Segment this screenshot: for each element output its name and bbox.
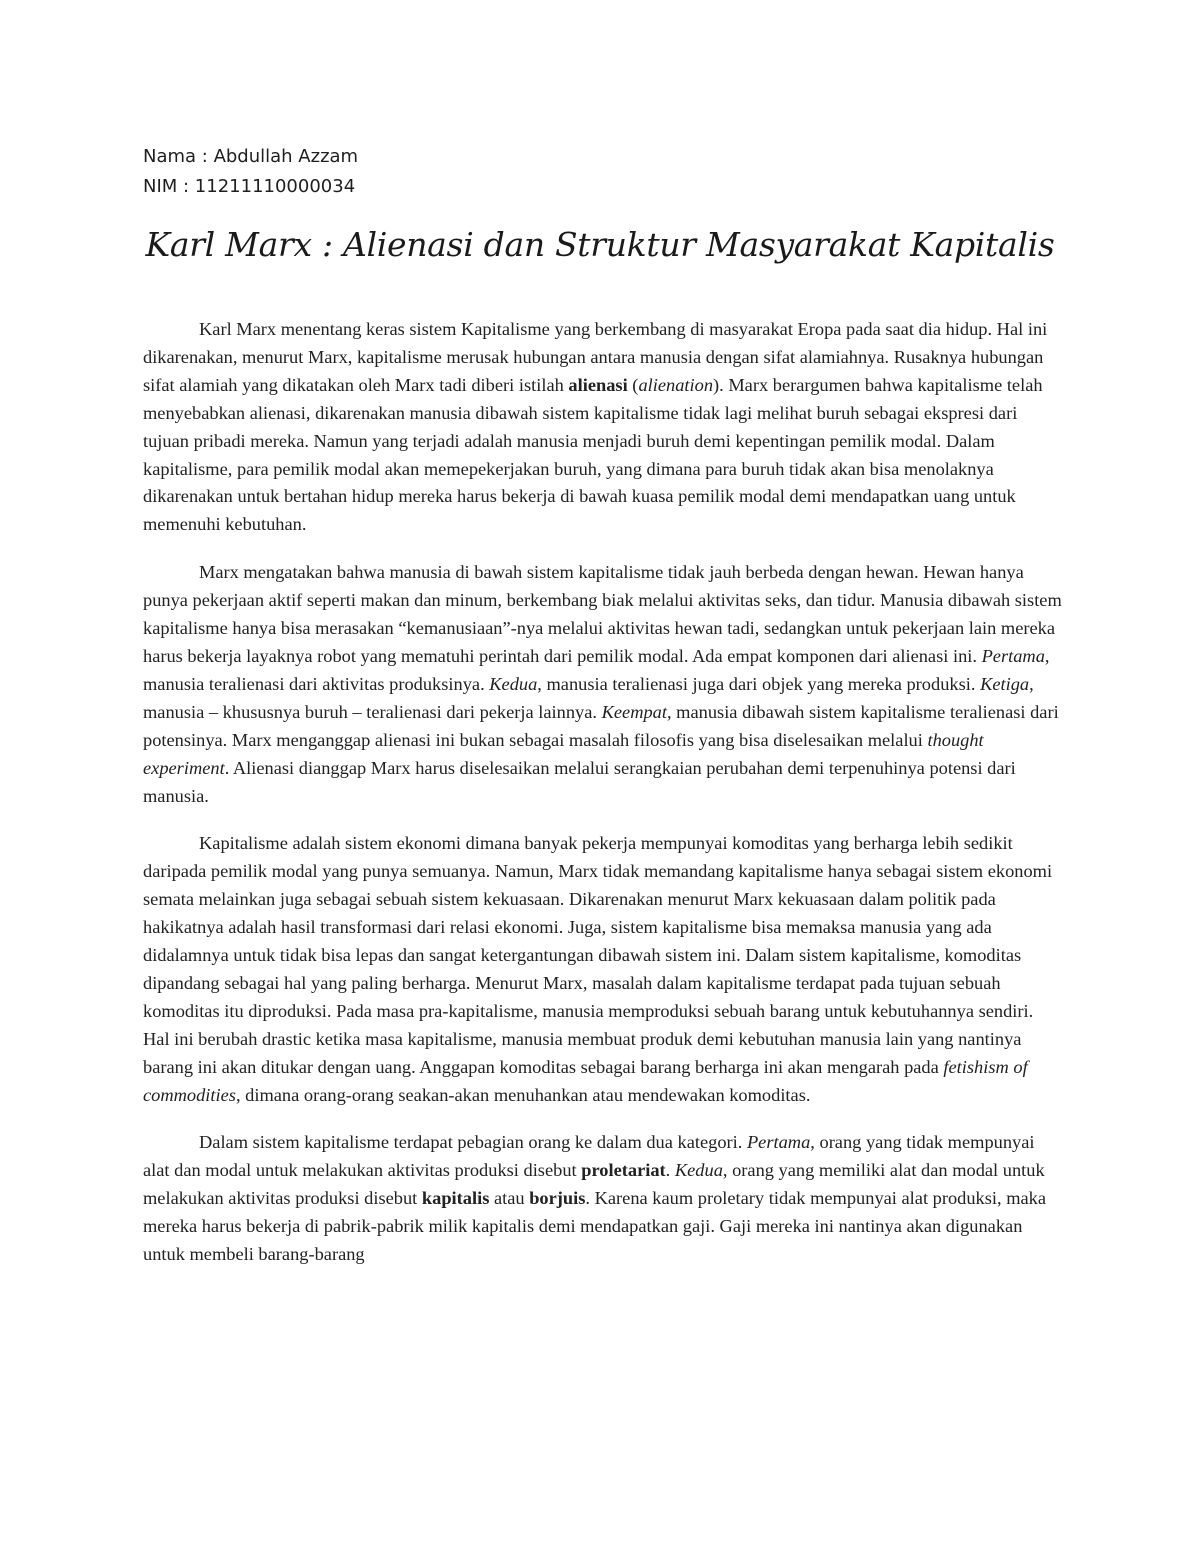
text-run: Marx mengatakan bahwa manusia di bawah sistem kapitalisme tidak jauh berbeda dengan hewan. Hewan hanya punya pekerjaan aktif seperti makan dan minum, berkembang biak melalui aktivitas seks, dan tidur. Manusia dibawah sistem kapitalisme hanya bisa merasakan “kemanusiaan”-nya melalui aktivitas hewan tadi, sedangkan untuk pekerjaan lain mereka harus bekerja layaknya robot yang mematuhi perintah dari pemilik modal. Ada empat komponen dari alienasi ini. xyxy=(143,562,1062,666)
paragraph-3 xyxy=(143,830,1063,1109)
text-run: , manusia teralienasi dari aktivitas produksinya. xyxy=(143,645,1050,694)
text-run: , manusia dibawah sistem kapitalisme teralienasi dari potensinya. Marx menganggap alienasi ini bukan sebagai masalah filosofis yang bisa diselesaikan melalui xyxy=(143,701,1059,750)
text-run: , orang yang memiliki alat dan modal untuk melakukan aktivitas produksi disebut xyxy=(143,1160,1045,1209)
italic-term: Pertama xyxy=(746,1132,811,1153)
italic-term: Kedua xyxy=(489,673,538,694)
italic-term: Keempat xyxy=(601,701,667,722)
italic-term: Kedua xyxy=(674,1160,723,1181)
bold-term: alienasi xyxy=(568,374,628,395)
text-run: . xyxy=(665,1160,675,1181)
italic-term: alienation xyxy=(638,374,714,395)
paragraph-1 xyxy=(143,316,1063,539)
text-run: , manusia – khususnya buruh – teralienasi dari pekerja lainnya. xyxy=(143,673,1034,722)
text-run: Karl Marx menentang keras sistem Kapitalisme yang berkembang di masyarakat Eropa pada saat dia hidup. Hal ini dikarenakan, menurut Marx, kapitalisme merusak hubungan antara manusia dengan sifat alamiahnya. Rusaknya hubungan sifat alamiah yang dikatakan oleh Marx tadi diberi istilah xyxy=(143,319,1048,395)
bold-term: kapitalis xyxy=(421,1188,490,1209)
document-body xyxy=(143,316,1063,1289)
text-run: . Karena kaum proletary tidak mempunyai alat produksi, maka mereka harus bekerja di pabrik-pabrik milik kapitalis demi mendapatkan gaji. Gaji mereka ini nantinya akan digunakan untuk membeli barang-barang xyxy=(143,1188,1047,1265)
paragraph-2 xyxy=(143,559,1063,810)
italic-term: thought experiment xyxy=(143,729,984,778)
bold-term: borjuis xyxy=(529,1188,586,1209)
bold-term: proletariat xyxy=(581,1160,666,1181)
text-run: , orang yang tidak mempunyai alat dan modal untuk melakukan aktivitas produksi disebut xyxy=(143,1132,1035,1181)
text-run: , dimana orang-orang seakan-akan menuhankan atau mendewakan komoditas. xyxy=(235,1084,811,1105)
student-info xyxy=(143,142,358,202)
document-title: Karl Marx : Alienasi dan Struktur Masyarakat Kapitalis xyxy=(145,225,1055,264)
text-run: , manusia teralienasi juga dari objek yang mereka produksi. xyxy=(537,673,981,694)
paragraph-4 xyxy=(143,1129,1063,1269)
student-name: Nama : Abdullah Azzam xyxy=(143,146,359,167)
text-run: ( xyxy=(627,374,639,395)
italic-term: Pertama xyxy=(981,645,1045,666)
text-run: atau xyxy=(489,1188,530,1209)
italic-term: Ketiga xyxy=(980,673,1030,694)
italic-term: fetishism of commodities xyxy=(143,1056,1028,1105)
text-run: . Alienasi dianggap Marx harus diselesaikan melalui serangkaian perubahan demi terpenuhinya potensi dari manusia. xyxy=(143,757,1016,806)
student-nim: NIM : 11211110000034 xyxy=(143,176,356,197)
text-run: Kapitalisme adalah sistem ekonomi dimana banyak pekerja mempunyai komoditas yang berharga lebih sedikit daripada pemilik modal yang punya semuanya. Namun, Marx tidak memandang kapitalisme hanya sebagai sistem ekonomi semata melainkan juga sebagai sebuah sistem kekuasaan. Dikarenakan menurut Marx kekuasaan dalam politik pada hakikatnya adalah hasil transformasi dari relasi ekonomi. Juga, sistem kapitalisme bisa memaksa manusia yang ada didalamnya untuk tidak bisa lepas dan sangat ketergantungan dibawah sistem ini. Dalam sistem kapitalisme, komoditas dipandang sebagai hal yang paling berharga. Menurut Marx, masalah dalam kapitalisme terdapat pada tujuan sebuah komoditas itu diproduksi. Pada masa pra-kapitalisme, manusia memproduksi sebuah barang untuk kebutuhannya sendiri. Hal ini berubah drastic ketika masa kapitalisme, manusia membuat produk demi kebutuhan manusia lain yang nantinya barang ini akan ditukar dengan uang. Anggapan komoditas sebagai barang berharga ini akan mengarah pada xyxy=(143,833,1053,1077)
text-run: Dalam sistem kapitalisme terdapat pebagian orang ke dalam dua kategori. xyxy=(199,1132,747,1153)
text-run: ). Marx berargumen bahwa kapitalisme telah menyebabkan alienasi, dikarenakan manusia dibawah sistem kapitalisme tidak lagi melihat buruh sebagai ekspresi dari tujuan pribadi mereka. Namun yang terjadi adalah manusia menjadi buruh demi kepentingan pemilik modal. Dalam kapitalisme, para pemilik modal akan memepekerjakan buruh, yang dimana para buruh tidak akan bisa menolaknya dikarenakan untuk bertahan hidup mereka harus bekerja di bawah kuasa pemilik modal demi mendapatkan uang untuk memenuhi kebutuhan. xyxy=(143,374,1043,535)
